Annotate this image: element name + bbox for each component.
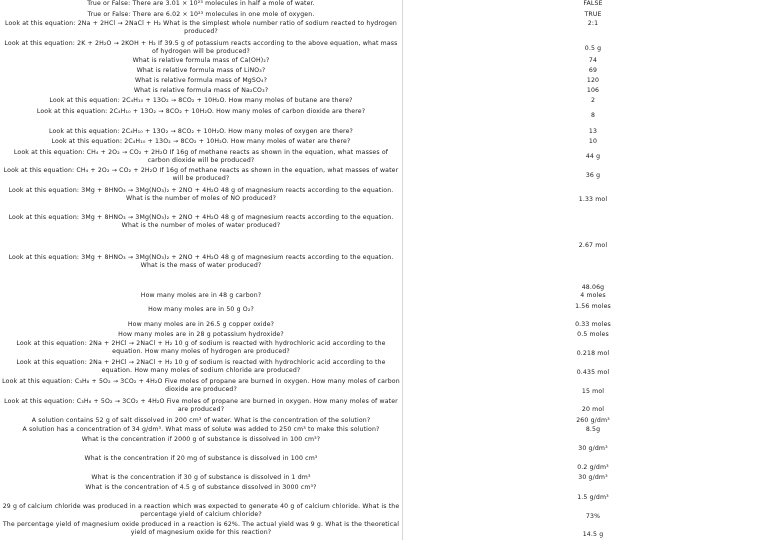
answer-cell: 0.2 g/dm³ [577,464,609,471]
question-cell: Look at this equation: 2Na + 2HCl → 2NaCl + H₂ What is the simplest whole number ratio of sodium reacted to hydrogen produced? [5,20,397,36]
question-cell: The percentage yield of magnesium oxide produced in a reaction is 62%. The actual yield was 9 g. What is the theoretical yield of magnesium oxide for this reaction? [2,521,400,537]
question-cell: True or False: There are 6.02 × 10²³ molecules in one mole of oxygen. [87,11,315,18]
answer-cell: 2:1 [587,20,599,27]
answer-cell: 74 [588,57,598,64]
question-cell: Look at this equation: 2K + 2H₂O → 2KOH + H₂ If 39.5 g of potassium reacts according to the above equation, what mass of hydrogen will be produced? [4,40,398,56]
answer-cell: 69 [588,67,598,74]
question-cell: Look at this equation: 2C₄H₁₀ + 13O₂ → 8CO₂ + 10H₂O. How many moles of butane are there? [49,97,353,104]
answer-cell: 14.5 g [582,531,604,538]
answer-cell: 48.06g [581,284,605,291]
answer-cell: 120 [586,77,600,84]
answer-cell: 1.5 g/dm³ [577,494,609,501]
answer-cell: 73% [585,513,601,520]
question-cell: What is relative formula mass of Na₂CO₃? [133,87,269,94]
question-cell: Look at this equation: 3Mg + 8HNO₃ → 3Mg(NO₃)₂ + 2NO + 4H₂O 48 g of magnesium reacts according to the equation. What is the number of moles of water produced? [8,214,394,230]
answer-cell: 8 [590,112,596,119]
question-cell: 29 g of calcium chloride was produced in a reaction which was expected to generate 40 g of calcium chloride. What is the percentage yield of calcium chloride? [2,503,400,519]
question-cell: Look at this equation: 2C₄H₁₀ + 13O₂ → 8CO₂ + 10H₂O. How many moles of water are there? [51,138,351,145]
question-cell: Look at this equation: 2C₄H₁₀ + 13O₂ → 8CO₂ + 10H₂O. How many moles of carbon dioxide are there? [36,108,366,115]
question-cell: How many moles are in 50 g O₂? [148,306,254,313]
answer-cell: FALSE [583,0,603,7]
question-cell: A solution contains 52 g of salt dissolved in 200 cm³ of water. What is the concentration of the solution? [31,417,371,424]
answer-cell: 8.5g [585,426,601,433]
question-cell: How many moles are in 26.5 g copper oxide? [127,321,275,328]
question-cell: What is the concentration if 2000 g of substance is dissolved in 100 cm³? [81,436,321,443]
answer-cell: 10 [588,138,598,145]
answer-cell: 1.56 moles [575,303,611,310]
question-cell: Look at this equation: C₃H₈ + 5O₂ → 3CO₂ + 4H₂O Five moles of propane are burned in oxygen. How many moles of carbon dioxide are produced? [2,378,400,394]
answer-cell: 0.5 moles [577,331,609,338]
question-cell: Look at this equation: 2C₄H₁₀ + 13O₂ → 8CO₂ + 10H₂O. How many moles of oxygen are there? [48,128,353,135]
answer-cell: 15 mol [581,388,605,395]
question-cell: A solution has a concentration of 34 g/dm³. What mass of solute was added to 250 cm³ to make this solution? [22,426,380,433]
question-cell: What is the concentration if 30 g of substance is dissolved in 1 dm³ [91,474,311,481]
answer-cell: 0.435 mol [576,369,610,376]
answer-cell: 0.5 g [584,45,602,52]
answer-cell: 106 [586,87,600,94]
question-cell: What is relative formula mass of Ca(OH)₂? [132,57,270,64]
question-cell: How many moles are in 48 g carbon? [140,292,262,299]
answer-cell: 0.33 moles [575,321,611,328]
answer-cell: 30 g/dm³ [578,445,608,452]
answer-cell: 2 [590,97,596,104]
column-divider [402,0,403,540]
question-cell: What is the concentration of 4.5 g of substance dissolved in 3000 cm³? [85,484,317,491]
answer-cell: 2.67 mol [578,242,608,249]
question-cell: How many moles are in 28 g potassium hydroxide? [118,331,284,338]
question-cell: True or False: There are 3.01 × 10²³ molecules in half a mole of water. [87,0,315,7]
answer-cell: 20 mol [581,406,605,413]
answer-cell: 260 g/dm³ [576,417,610,424]
question-cell: Look at this equation: C₃H₈ + 5O₂ → 3CO₂ + 4H₂O Five moles of propane are burned in oxygen. How many moles of water are produced? [4,398,398,414]
question-cell: Look at this equation: CH₄ + 2O₂ → CO₂ + 2H₂O If 16g of methane reacts as shown in the equation, what masses of water will be produced? [3,167,399,183]
answer-cell: 13 [588,128,598,135]
answer-cell: 1.33 mol [578,196,608,203]
answer-cell: 0.218 mol [576,350,610,357]
question-cell: Look at this equation: 3Mg + 8HNO₃ → 3Mg(NO₃)₂ + 2NO + 4H₂O 48 g of magnesium reacts according to the equation. What is the mass of water produced? [8,254,394,270]
question-cell: What is relative formula mass of LiNO₃? [136,67,266,74]
question-cell: Look at this equation: 2Na + 2HCl → 2NaCl + H₂ 10 g of sodium is reacted with hydrochloric acid according to the equation. How many moles of hydrogen are produced? [16,340,386,356]
question-cell: Look at this equation: CH₄ + 2O₂ → CO₂ + 2H₂O If 16g of methane reacts as shown in the equation, what masses of carbon dioxide will be produced? [13,149,389,165]
question-cell: Look at this equation: 3Mg + 8HNO₃ → 3Mg(NO₃)₂ + 2NO + 4H₂O 48 g of magnesium reacts according to the equation. What is the number of moles of NO produced? [8,187,394,203]
answer-cell: TRUE [584,11,602,18]
answer-cell: 30 g/dm³ [578,474,608,481]
answer-cell: 44 g [585,153,601,160]
question-cell: Look at this equation: 2Na + 2HCl → 2NaCl + H₂ 10 g of sodium is reacted with hydrochloric acid according to the equation. How many moles of sodium chloride are produced? [16,359,386,375]
question-cell: What is relative formula mass of MgSO₄? [134,77,268,84]
answer-cell: 4 moles [580,292,606,299]
answer-cell: 36 g [585,172,601,179]
question-cell: What is the concentration if 20 mg of substance is dissolved in 100 cm³ [84,455,318,462]
